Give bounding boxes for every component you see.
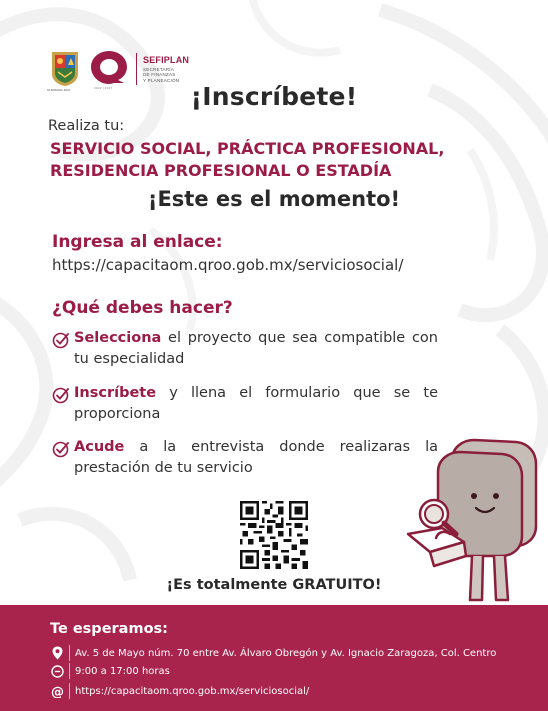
free-note: ¡Es totalmente GRATUITO! [166, 577, 382, 593]
step-text [74, 383, 438, 425]
headline: ¡Inscríbete! [190, 82, 358, 111]
footer-address-row [50, 644, 496, 662]
program-line: RESIDENCIA PROFESIONAL O ESTADÍA [50, 161, 392, 180]
tagline: ¡Este es el momento! [147, 187, 401, 211]
footer-separator [69, 663, 70, 679]
check-circle-icon [52, 386, 70, 404]
step-description: el proyecto que sea compatible con tu especialidad [74, 330, 438, 367]
link-heading: Ingresa al enlace: [52, 232, 223, 252]
q-logo-caption: 2022 | 2027 [94, 86, 113, 90]
program-line: SERVICIO SOCIAL, PRÁCTICA PROFESIONAL, [50, 139, 445, 158]
footer-separator [69, 645, 70, 661]
footer-separator [69, 683, 70, 699]
footer-hours-row [50, 662, 170, 680]
step-keyword: Selecciona [74, 330, 162, 346]
sefiplan-sub-line: SECRETARÍA [143, 66, 175, 72]
qr-code[interactable] [240, 501, 308, 569]
step-keyword: Acude [74, 439, 125, 455]
step-text [74, 437, 438, 479]
footer-address: Av. 5 de Mayo núm. 70 entre Av. Álvaro Obregón y Av. Ignacio Zaragoza, Col. Centro [75, 647, 497, 659]
footer-hours: 9:00 a 17:00 horas [75, 665, 170, 677]
svg-text:@: @ [50, 684, 64, 698]
step-text [74, 328, 438, 370]
footer [0, 605, 548, 711]
step-keyword: Inscríbete [74, 385, 157, 401]
sefiplan-sub-line: DE FINANZAS [143, 72, 176, 78]
clock-icon [50, 664, 64, 678]
step-description: a la entrevista donde realizaras la prestación de tu servicio [74, 439, 438, 476]
check-circle-icon [52, 440, 70, 458]
logo-divider [136, 53, 137, 85]
location-pin-icon [50, 646, 64, 660]
footer-title: Te esperamos: [50, 621, 168, 637]
sefiplan-sub-line: Y PLANEACIÓN [143, 77, 180, 83]
check-circle-icon [52, 331, 70, 349]
intro-text: Realiza tu: [48, 118, 125, 134]
registration-link[interactable]: https://capacitaom.qroo.gob.mx/serviciosocial/ [52, 256, 404, 274]
sefiplan-subtitle [143, 67, 189, 84]
seal-caption: QUINTANA ROO [47, 88, 71, 92]
mascot-illustration [404, 430, 544, 605]
at-sign-icon [50, 684, 64, 698]
steps-heading: ¿Qué debes hacer? [52, 298, 233, 318]
program-list [50, 138, 444, 182]
footer-url-row [50, 682, 309, 700]
sefiplan-title: SEFIPLAN [143, 54, 190, 65]
footer-url[interactable]: https://capacitaom.qroo.gob.mx/serviciosocial/ [75, 685, 310, 697]
sefiplan-logo-text [143, 55, 189, 84]
step-description: y llena el formulario que se te proporciona [74, 385, 438, 422]
